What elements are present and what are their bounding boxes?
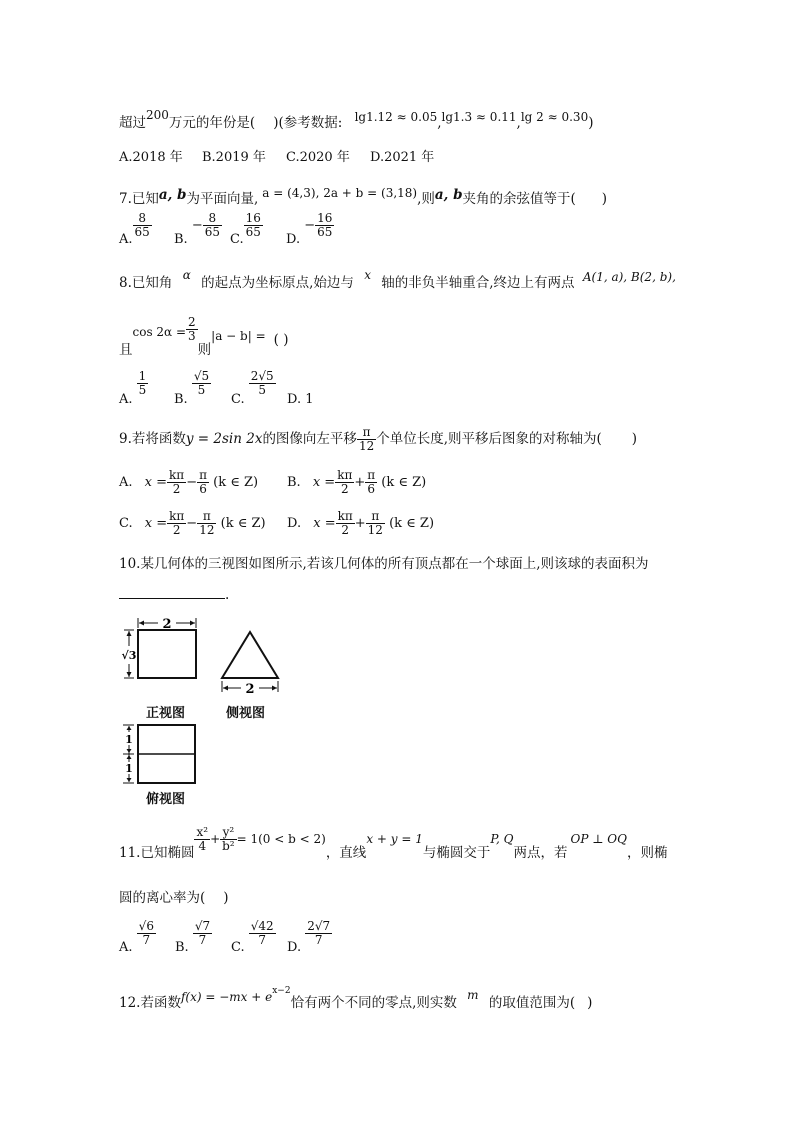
q9-option-b: B. x = $\frac{k\pi}{2}$ + $\frac{\pi}{6}$ (k ∈ Z) — [287, 468, 427, 496]
q7-option-c: C. $\frac{16}{65}$ — [230, 211, 261, 247]
top-view-label: 俯视图 — [146, 792, 186, 807]
q9-option-c: C. x = $\frac{k\pi}{2}$ − $\frac{\pi}{12}$ (k ∈ Z) — [119, 509, 266, 537]
front-view-label: 正视图 — [146, 706, 186, 721]
front-height-label: √3 — [121, 649, 137, 662]
q11-option-b: B. $\frac{√7}{7}$ — [175, 919, 211, 955]
front-width-label: 2 — [162, 617, 172, 632]
q6-stem: 超过200万元的年份是( )(参考数据: lg1.12 ≈ 0.05,lg1.3 ≈ 0.11,lg 2 ≈ 0.30) — [119, 108, 594, 131]
q6-option-a: A.2018 年 — [119, 150, 183, 165]
front-view — [121, 618, 196, 678]
q6-option-c: C.2020 年 — [286, 150, 350, 165]
q9-option-a: A. x = $\frac{k\pi}{2}$ − $\frac{\pi}{6}$ (k ∈ Z) — [119, 468, 259, 496]
q8-option-c: C. $\frac{2√5}{5}$ — [231, 369, 274, 407]
q11-stem: 11.已知椭圆 $\frac{\text{x²}}{4}$ + $\frac{\text{y²}}{\text{b²}}$ = 1(0 < b < 2)，直线x + y = 1与椭圆交于P, Q两点，若OP ⊥ OQ，则椭 — [119, 825, 668, 861]
q11-option-c: C. $\frac{√42}{7}$ — [231, 919, 274, 955]
q8-condition: 且cos 2α = $\frac{2}{3}$ 则|a − b| = ( ) — [119, 315, 289, 358]
q7-formula: a = (4,3), 2a + b = (3,18) — [262, 186, 418, 200]
q11-option-d: D. $\frac{2√7}{7}$ — [287, 919, 331, 955]
q8-option-d: D. 1 — [287, 392, 314, 407]
q12-stem: 12.若函数$f(x) = -mx + e^{x-2}$恰有两个不同的零点,则实数 m 的取值范围为( ) — [119, 986, 593, 1011]
q11-option-a: A. $\frac{√6}{7}$ — [119, 919, 154, 955]
q6-option-d: D.2021 年 — [370, 150, 435, 165]
q8-option-b: B. $\frac{√5}{5}$ — [174, 369, 210, 407]
q7-option-b: B. − $\frac{8}{65}$ — [174, 211, 221, 247]
q7-option-d: D. − $\frac{16}{65}$ — [286, 211, 333, 247]
side-width-label: 2 — [245, 682, 255, 697]
side-view-label: 侧视图 — [226, 706, 266, 721]
three-view-figure — [110, 610, 310, 810]
q7-option-a: A. $\frac{8}{65}$ — [119, 211, 150, 247]
q8-stem: 8.已知角 α 的起点为坐标原点,始边与 x 轴的非负半轴重合,终边上有两点 A(1, a), B(2, b), — [119, 268, 676, 291]
q9-option-d: D. x = $\frac{k\pi}{2}$ + $\frac{\pi}{12}$ (k ∈ Z) — [287, 509, 435, 537]
q11-stem-cont: 圆的离心率为( ) — [119, 890, 229, 906]
top-dim-2-label: 1 — [125, 762, 133, 775]
q10-answer-blank: . — [119, 584, 229, 603]
top-view — [123, 725, 195, 783]
q6-option-b: B.2019 年 — [202, 150, 266, 165]
top-dim-1-label: 1 — [125, 733, 133, 746]
q9-stem: 9.若将函数y = 2sin 2x的图像向左平移 $\frac{\pi}{12}$ 个单位长度,则平移后图象的对称轴为( ) — [119, 425, 638, 453]
q8-option-a: A. $\frac{1}{5}$ — [119, 369, 147, 407]
q7-stem: 7.已知a, b为平面向量, a = (4,3), 2a + b = (3,18),则a, b夹角的余弦值等于( ) — [119, 186, 608, 207]
q10-stem: 10.某几何体的三视图如图所示,若该几何体的所有顶点都在一个球面上,则该球的表面积为 — [119, 556, 649, 572]
